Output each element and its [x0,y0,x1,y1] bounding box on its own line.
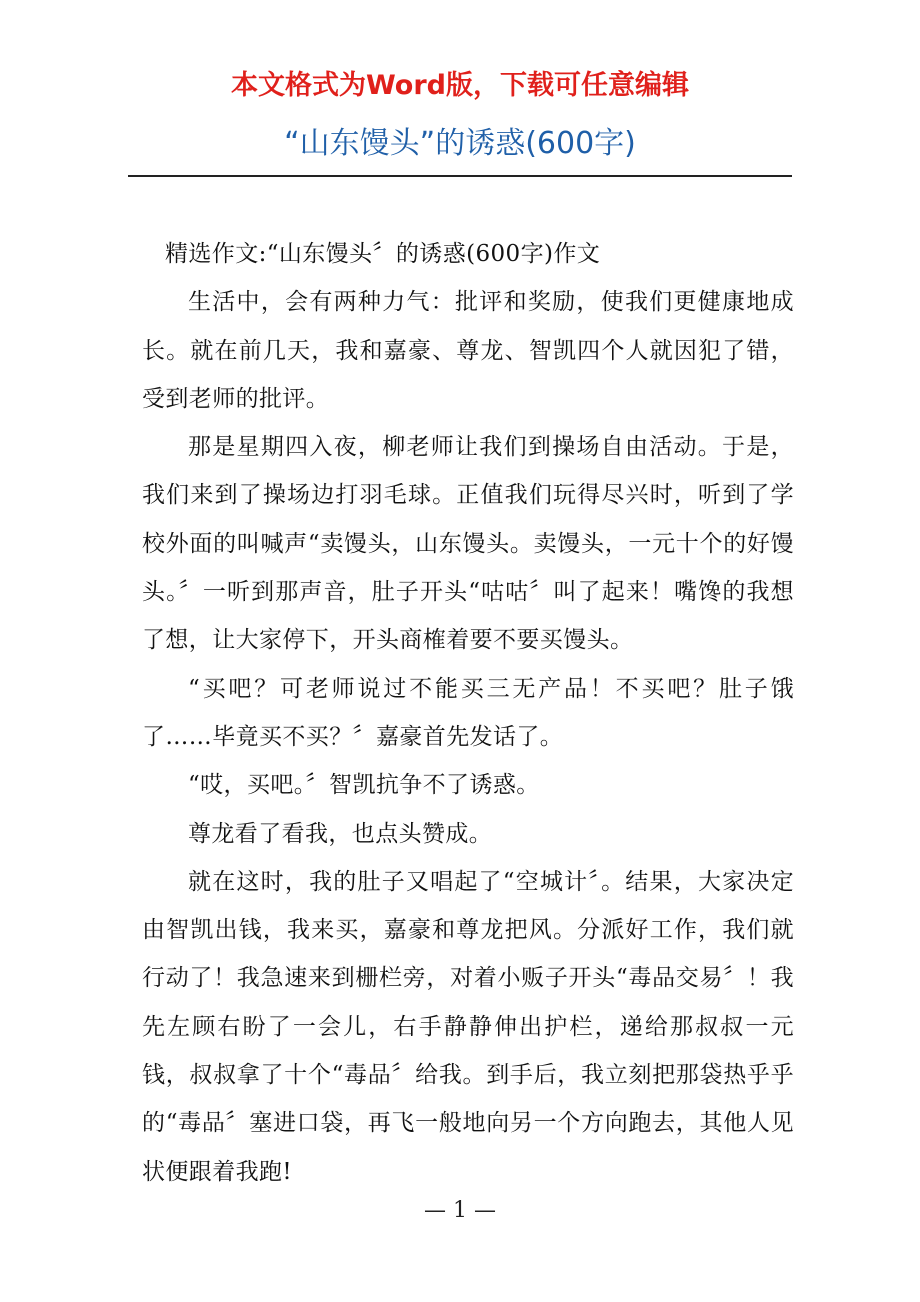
article-body [142,230,794,1196]
paragraph-5: 尊龙看了看我，也点头赞成。 [188,820,493,847]
paragraph-4: “哎，买吧。〞智凯抗争不了诱惑。 [188,772,540,799]
document-title: “山东馒头”的诱惑(600字) [284,126,636,161]
paragraph-6: 就在这时，我的肚子又唱起了“空城计〞。结果，大家决定由智凯出钱，我来买，嘉豪和尊龙把风。分派好工作，我们就行动了！我急速来到栅栏旁，对着小贩子开头“毒品交易〞！我先左顾右盼了一会儿，右手静静伸出护栏，递给那叔叔一元钱，叔叔拿了十个“毒品〞给我。到手后，我立刻把那袋热乎乎的“毒品〞塞进口袋，再飞一般地向另一个方向跑去，其他人见状便跟着我跑! [142,868,794,1185]
paragraph-3: “买吧？可老师说过不能买三无产品！不买吧？肚子饿了……毕竟买不买？〞嘉豪首先发话了。 [142,675,794,750]
intro-line: 精选作文:“山东馒头〞的诱惑(600字)作文 [165,241,601,267]
page-number: — 1 — [424,1198,496,1223]
paragraph-2: 那是星期四入夜，柳老师让我们到操场自由活动。于是，我们来到了操场边打羽毛球。正值我们玩得尽兴时，听到了学校外面的叫喊声“卖馒头，山东馒头。卖馒头，一元十个的好馒头。〞一听到那声音，肚子开头“咕咕〞叫了起来！嘴馋的我想了想，让大家停下，开头商榷着要不要买馒头。 [142,434,794,654]
paragraph-1: 生活中，会有两种力气：批评和奖励，使我们更健康地成长。就在前几天，我和嘉豪、尊龙、智凯四个人就因犯了错，受到老师的批评。 [142,289,794,412]
format-notice-banner: 本文格式为Word版，下载可任意编辑 [230,70,689,101]
title-divider [128,175,792,177]
